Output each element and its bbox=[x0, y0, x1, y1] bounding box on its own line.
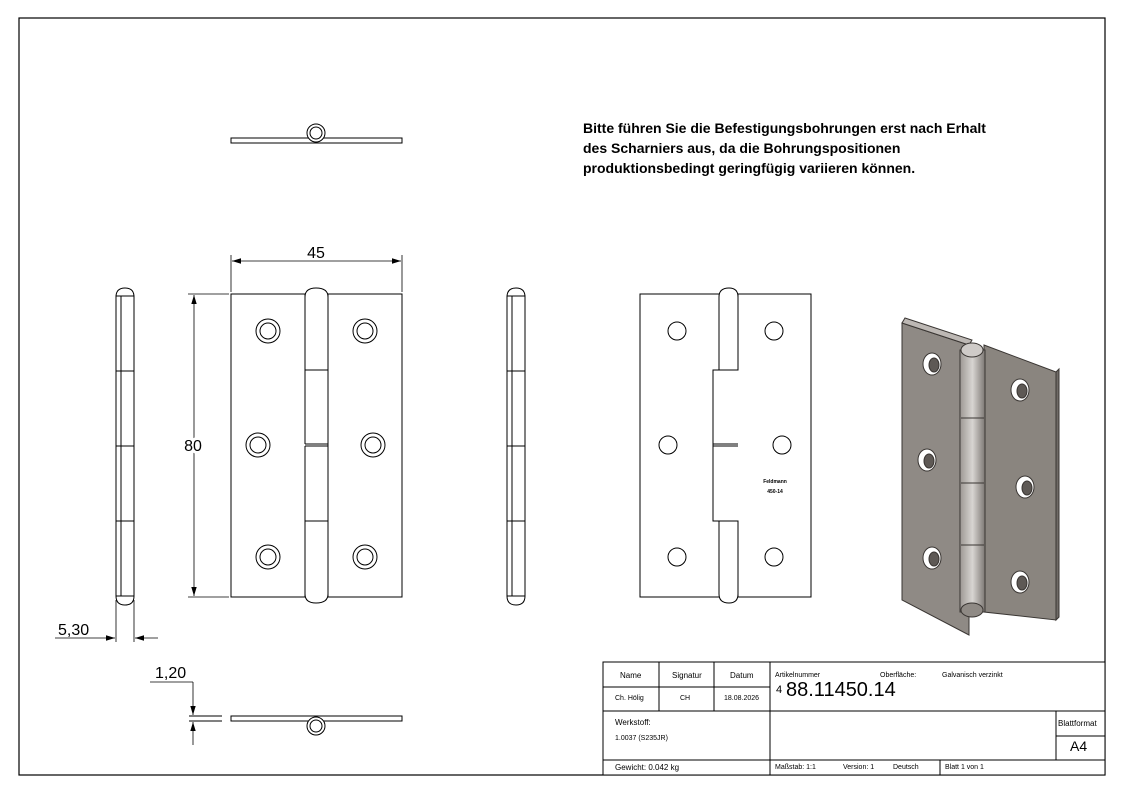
article-number: 88.11450.14 bbox=[786, 679, 896, 701]
name-value: Ch. Hölig bbox=[615, 695, 644, 702]
material-label: Werkstoff: bbox=[615, 718, 651, 727]
scale: Maßstab: 1:1 bbox=[775, 764, 816, 771]
signature-value: CH bbox=[680, 695, 691, 702]
sheet-format-value: A4 bbox=[1070, 738, 1088, 754]
bottom-view bbox=[189, 716, 402, 735]
surface-label: Oberfläche: bbox=[880, 672, 917, 679]
name-header: Name bbox=[620, 671, 642, 680]
engraving-line-1: Feldmann bbox=[763, 479, 787, 485]
dimension-height-label: 80 bbox=[184, 438, 202, 455]
article-prefix: 4 bbox=[776, 684, 783, 696]
note-line-3: produktionsbedingt geringfügig variieren können. bbox=[583, 160, 916, 176]
date-header: Datum bbox=[730, 671, 754, 680]
language: Deutsch bbox=[893, 764, 919, 771]
dimension-closed-thickness-label: 5,30 bbox=[58, 622, 90, 639]
note-line-2: des Scharniers aus, da die Bohrungspositionen bbox=[583, 140, 901, 156]
material-value: 1.0037 (S235JR) bbox=[615, 735, 668, 742]
surface-value: Galvanisch verzinkt bbox=[942, 672, 1003, 679]
engraving-line-2: 450-14 bbox=[767, 489, 783, 495]
back-view bbox=[640, 288, 811, 603]
article-label: Artikelnummer bbox=[775, 672, 821, 679]
dimension-leaf-thickness bbox=[150, 682, 193, 745]
dimension-leaf-thickness-label: 1,20 bbox=[155, 665, 187, 682]
signature-header: Signatur bbox=[672, 671, 702, 680]
sheet-number: Blatt 1 von 1 bbox=[945, 764, 984, 771]
sheet-format-label: Blattformat bbox=[1058, 719, 1097, 728]
date-value: 18.08.2026 bbox=[724, 695, 760, 702]
right-side-view bbox=[507, 288, 525, 605]
version: Version: 1 bbox=[843, 764, 875, 771]
front-view bbox=[231, 288, 402, 603]
drilling-note bbox=[583, 118, 1023, 178]
top-view bbox=[231, 124, 402, 143]
weight: Gewicht: 0.042 kg bbox=[615, 763, 680, 772]
isometric-view bbox=[902, 318, 1059, 635]
left-side-view bbox=[116, 288, 134, 605]
dimension-width-label: 45 bbox=[307, 245, 325, 262]
note-line-1: Bitte führen Sie die Befestigungsbohrungen erst nach Erhalt bbox=[583, 120, 986, 136]
